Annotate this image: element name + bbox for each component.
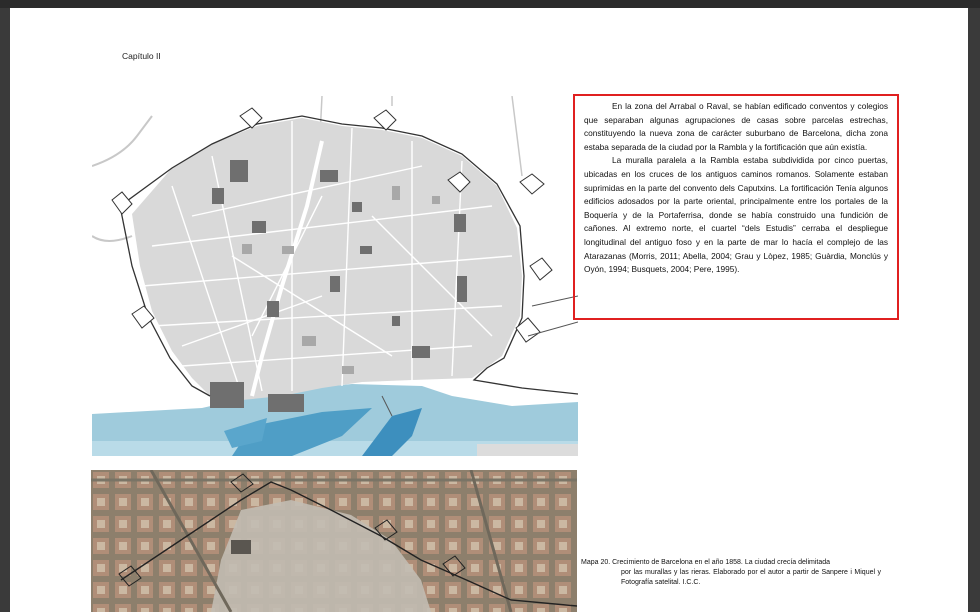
paragraph-1: En la zona del Arrabal o Raval, se habían edificado conventos y colegios que separaban algunas agrupaciones de casas sobre parcelas estrechas, constituyendo la nueva zona de carácter suburbano de Barcelona, dicha zona estaba separada de la ciudad por la Rambla y la fortificación que aún existía. <box>584 101 888 152</box>
text-box-highlighted <box>573 94 899 320</box>
city-map-1858 <box>92 96 578 456</box>
caption-rest: por las murallas y las rieras. Elaborado por el autor a partir de Sanpere i Miquel y Fotografía satelital. I.C.C. <box>621 569 881 586</box>
paragraph-2: La muralla paralela a la Rambla estaba subdividida por cinco puertas, ubicadas en los cruces de los antiguos caminos romanos. Solamente estaban suprimidas en la parte del convento dels Caputxins. La fortificación Tenía algunos edificios adosados por la parte oriental, principalmente entre los portales de la Boquería y de la Portaferrisa, donde se había construido una fundición de cañones. Al extremo norte, el cuartel “dels Estudis” cerraba el despliegue longitudinal del antiguo foso y en la parte de mar lo hacía el complejo de las Atarazanas (Morris, 2011; Abella, 2004; Grau y Lòpez, 1985; Guàrdia, Monclús y Oyón, 1994; Busquets, 2004; Pere, 1995). <box>584 155 888 275</box>
chapter-header: Capítulo II <box>122 51 161 61</box>
caption-lead: Mapa 20. Crecimiento de Barcelona en el año 1858. La ciudad crecía delimitada <box>581 559 831 566</box>
map-caption <box>581 558 881 588</box>
viewer-top-bar <box>0 0 980 8</box>
document-page <box>10 8 968 612</box>
satellite-map <box>91 470 577 612</box>
